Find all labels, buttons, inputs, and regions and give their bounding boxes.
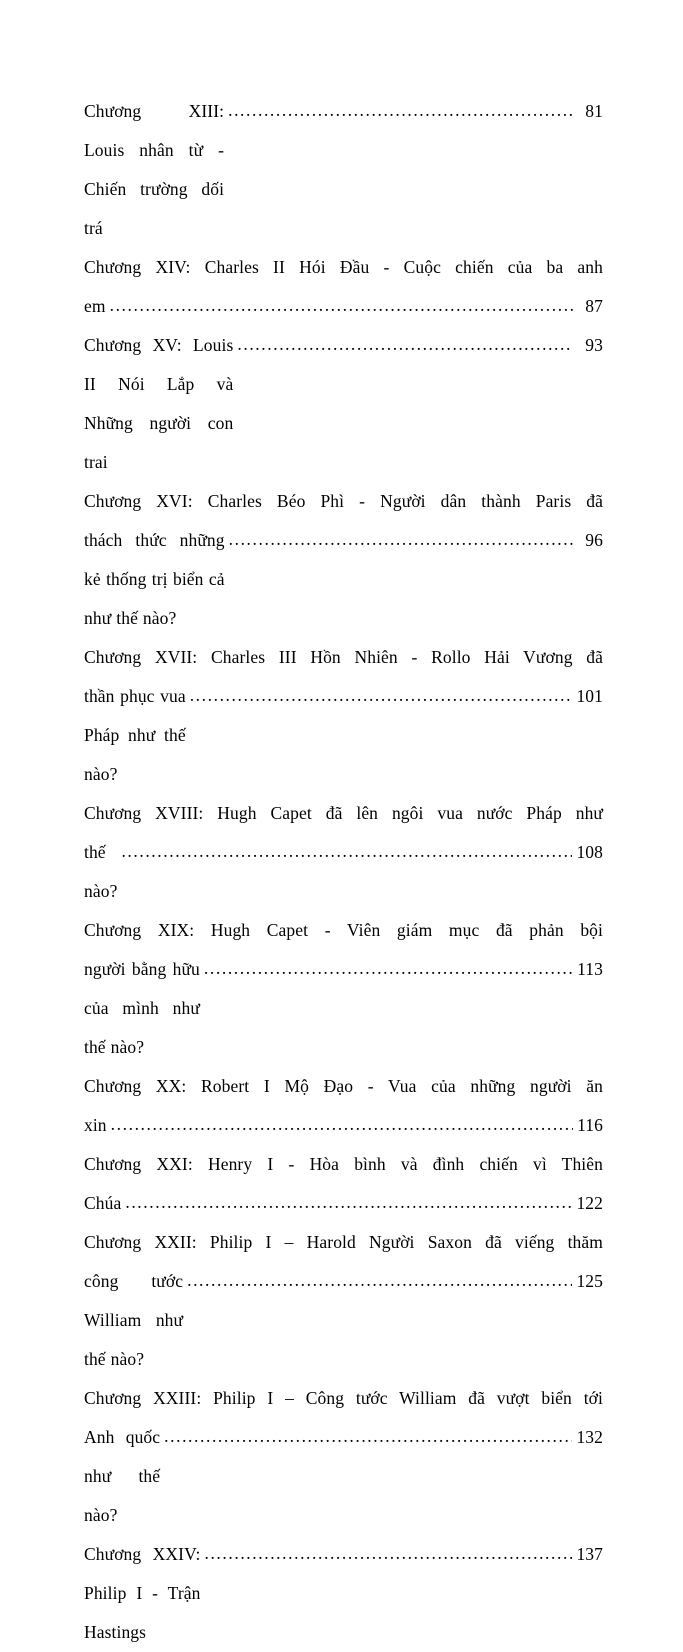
toc-page-number: 132 — [576, 1427, 603, 1447]
toc-page-number: 125 — [576, 1271, 603, 1291]
table-of-contents — [84, 92, 603, 1652]
toc-entry[interactable] — [84, 1067, 603, 1145]
toc-entry-line — [84, 326, 603, 482]
toc-entry-line — [84, 950, 603, 1067]
toc-entry-line — [84, 677, 603, 794]
dot-leader — [204, 949, 573, 988]
toc-entry[interactable] — [84, 92, 603, 248]
toc-entry-line: Chương XXI: Henry I - Hòa bình và đình chiến vì Thiên — [84, 1154, 603, 1174]
toc-entry-line — [84, 1418, 603, 1535]
toc-entry-line — [84, 1184, 603, 1223]
toc-entry-line: Chương XVI: Charles Béo Phì - Người dân thành Paris đã — [84, 491, 603, 511]
toc-entry-title: thách thức những kẻ thống trị biển cả như thế nào? — [84, 530, 230, 628]
toc-entry-title: người bằng hữu của mình như thế nào? — [84, 959, 205, 1057]
toc-entry-title: Chương XXIV: Philip I - Trận Hastings — [84, 1544, 206, 1642]
toc-entry-line — [84, 1106, 603, 1145]
toc-page-number: 108 — [576, 842, 603, 862]
toc-page-number: 122 — [576, 1193, 603, 1213]
toc-entry-line: Chương XX: Robert I Mộ Đạo - Vua của những người ăn — [84, 1076, 603, 1096]
toc-entry-line: Chương XXII: Philip I – Harold Người Saxon đã viếng thăm — [84, 1232, 603, 1252]
toc-entry-line: Chương XVIII: Hugh Capet đã lên ngôi vua nước Pháp như — [84, 803, 603, 823]
toc-entry-line: Chương XIX: Hugh Capet - Viên giám mục đã phản bội — [84, 920, 603, 940]
dot-leader — [204, 1534, 572, 1573]
dot-leader — [110, 286, 573, 325]
toc-entry-title: thế nào? — [84, 842, 118, 901]
toc-entry-line — [84, 1535, 603, 1652]
toc-page-number: 116 — [577, 1115, 603, 1135]
toc-entry-line — [84, 287, 603, 326]
toc-page-number: 93 — [585, 335, 603, 355]
toc-entry[interactable] — [84, 1223, 603, 1379]
toc-entry-title: Chúa — [84, 1193, 122, 1213]
toc-page-number: 113 — [577, 959, 603, 979]
toc-entry[interactable] — [84, 326, 603, 482]
toc-entry[interactable] — [84, 482, 603, 638]
toc-page-number: 137 — [576, 1544, 603, 1564]
toc-entry-title: Chương XIII: Louis nhân từ - Chiến trường dối trá — [84, 101, 230, 238]
toc-entry[interactable] — [84, 1535, 603, 1652]
dot-leader — [187, 1261, 572, 1300]
dot-leader — [111, 1105, 573, 1144]
toc-entry-line: Chương XVII: Charles III Hồn Nhiên - Rollo Hải Vương đã — [84, 647, 603, 667]
toc-page-number: 81 — [585, 101, 603, 121]
dot-leader — [237, 325, 573, 364]
toc-entry[interactable] — [84, 1379, 603, 1535]
toc-entry-line — [84, 833, 603, 911]
dot-leader — [164, 1417, 572, 1456]
dot-leader — [190, 676, 573, 715]
toc-entry[interactable] — [84, 1145, 603, 1223]
toc-entry[interactable] — [84, 794, 603, 911]
dot-leader — [121, 832, 572, 871]
toc-page-number: 101 — [576, 686, 603, 706]
toc-entry[interactable] — [84, 638, 603, 794]
toc-entry-title: thần phục vua Pháp như thế nào? — [84, 686, 191, 784]
dot-leader — [125, 1183, 572, 1222]
toc-page-number: 87 — [585, 296, 603, 316]
toc-entry-line: Chương XIV: Charles II Hói Đầu - Cuộc chiến của ba anh — [84, 257, 603, 277]
toc-entry-title: xin — [84, 1115, 107, 1135]
toc-entry[interactable] — [84, 248, 603, 326]
toc-page-number: 96 — [585, 530, 603, 550]
toc-entry-line — [84, 1262, 603, 1379]
toc-entry-title: em — [84, 296, 106, 316]
toc-entry-line: Chương XXIII: Philip I – Công tước William đã vượt biển tới — [84, 1388, 603, 1408]
toc-entry-title: Anh quốc như thế nào? — [84, 1427, 166, 1525]
toc-entry-title: công tước William như thế nào? — [84, 1271, 189, 1369]
dot-leader — [228, 91, 573, 130]
toc-entry-line — [84, 521, 603, 638]
toc-entry-line — [84, 92, 603, 248]
toc-entry[interactable] — [84, 911, 603, 1067]
toc-entry-title: Chương XV: Louis II Nói Lắp và Những người con trai — [84, 335, 239, 472]
dot-leader — [229, 520, 573, 559]
